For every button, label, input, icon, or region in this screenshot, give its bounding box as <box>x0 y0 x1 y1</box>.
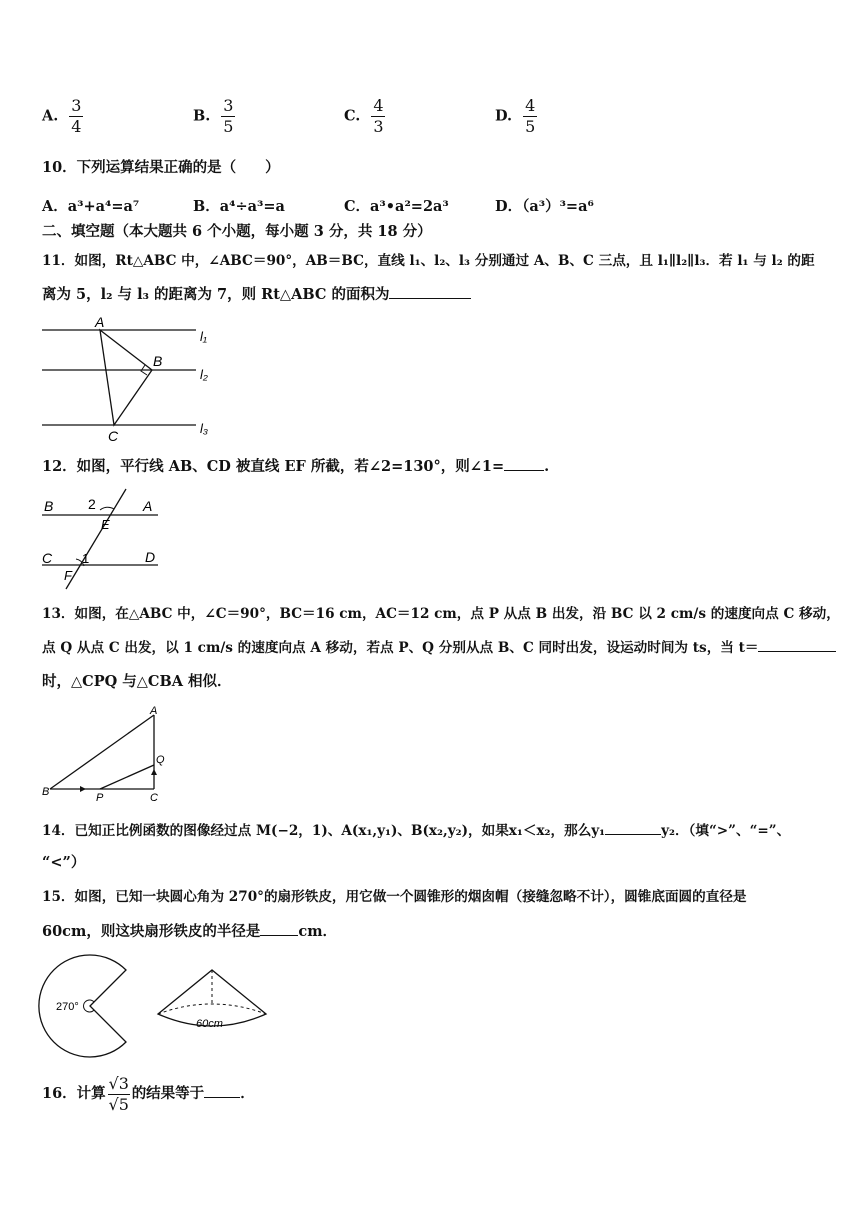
answer-blank <box>204 1083 240 1098</box>
label-b: B <box>153 353 163 369</box>
q13-line1: 13．如图，在△ABC 中，∠C＝90°，BC＝16 cm，AC＝12 cm，点 P 从点 B 出发，沿 BC 以 2 cm/s 的速度向点 C 移动， <box>42 606 840 622</box>
option-label: D. <box>495 107 513 125</box>
arrow-q <box>151 769 157 775</box>
label-l3: l₃ <box>200 421 209 436</box>
q13-line3: 时，△CPQ 与△CBA 相似． <box>42 673 232 690</box>
q10-option-a: A．a³+a⁴=a⁷ <box>42 198 140 215</box>
q16-line <box>42 1072 255 1116</box>
q10-stem: 10．下列运算结果正确的是（ ） <box>42 159 280 176</box>
angle-label: 270° <box>56 1001 79 1013</box>
denominator: 5 <box>223 117 234 136</box>
cone-back-arc <box>158 1004 266 1014</box>
numerator: 3 <box>71 96 82 115</box>
triangle-abc <box>100 330 152 425</box>
q10-option-d: D．（a³）³=a⁶ <box>495 198 594 215</box>
answer-blank <box>605 820 661 835</box>
numerator: 3 <box>223 96 234 115</box>
fraction <box>523 97 537 136</box>
fraction <box>371 97 385 136</box>
q16-pre: 16．计算 <box>42 1085 106 1102</box>
label-c: C <box>108 428 119 444</box>
angle-arc <box>84 1000 94 1012</box>
section-heading: 二、填空题（本大题共 6 个小题，每小题 3 分，共 18 分） <box>42 223 432 240</box>
denominator: 4 <box>71 117 82 136</box>
answer-blank <box>758 637 836 652</box>
q9-option-d <box>495 97 537 136</box>
q14-line1 <box>42 820 790 841</box>
q12-figure <box>38 485 168 590</box>
answer-blank <box>504 456 544 471</box>
answer-blank <box>389 284 471 299</box>
q14-text-b: y₂．（填“>”、“=”、 <box>661 823 791 839</box>
numerator: √3 <box>108 1073 129 1093</box>
q13-figure <box>38 703 178 803</box>
q11-figure <box>38 315 218 445</box>
side-ab <box>50 715 154 789</box>
denominator: 5 <box>525 117 536 136</box>
q15-figure <box>38 952 278 1062</box>
label-l2: l₂ <box>200 367 208 382</box>
q15-text-a: 60cm，则这块扇形铁皮的半径是 <box>42 923 261 940</box>
label-angle-2: 2 <box>88 496 96 512</box>
label-c: C <box>42 550 53 566</box>
denominator: √5 <box>108 1094 129 1114</box>
q12-text: 12．如图，平行线 AB、CD 被直线 EF 所截，若∠2=130°，则∠1= <box>42 458 505 475</box>
q10-option-c: C．a³•a²=2a³ <box>344 198 449 215</box>
numerator: 4 <box>525 96 536 115</box>
label-a: A <box>95 315 105 330</box>
fraction <box>69 97 83 136</box>
label-e: E <box>101 517 110 532</box>
answer-blank <box>260 921 298 936</box>
q10-option-b: B．a⁴÷a³=a <box>193 198 285 215</box>
q11-line1: 11．如图，Rt△ABC 中，∠ABC＝90°，AB＝BC，直线 l₁、l₂、l₃ 分别通过 A、B、C 三点，且 l₁∥l₂∥l₃．若 l₁ 与 l₂ 的距 <box>42 253 815 269</box>
q13-line2 <box>42 637 836 658</box>
label-f: F <box>64 568 72 583</box>
q9-option-c <box>344 97 385 136</box>
diameter-label: 60cm <box>196 1018 223 1030</box>
label-b: B <box>42 786 50 798</box>
fraction <box>221 97 235 136</box>
q15-line2 <box>42 921 337 942</box>
label-p: P <box>96 792 104 803</box>
numerator: 4 <box>373 96 384 115</box>
option-label: A. <box>42 107 59 125</box>
label-a: A <box>143 498 153 514</box>
q9-option-a <box>42 97 83 136</box>
label-angle-1: 1 <box>82 551 90 566</box>
q13-line2-text: 点 Q 从点 C 出发，以 1 cm/s 的速度向点 A 移动，若点 P、Q 分别从点 B、C 同时出发，设运动时间为 ts，当 t＝ <box>42 640 759 656</box>
q15-text-b: cm． <box>298 923 338 940</box>
option-label: B. <box>193 107 211 125</box>
option-label: C. <box>344 107 361 125</box>
q9-option-b <box>193 97 235 136</box>
q16-end: ． <box>240 1085 255 1102</box>
sector-270 <box>39 955 126 1057</box>
fraction <box>108 1075 130 1114</box>
q12-line <box>42 456 549 477</box>
q14-text-a: 14．已知正比例函数的图像经过点 M(−2，1)、A(x₁,y₁)、B(x₂,y₂)，如果x₁＜x₂，那么y₁ <box>42 823 606 839</box>
segment-pq <box>100 765 154 789</box>
q14-line2: “<”） <box>42 854 86 871</box>
label-l1: l₁ <box>200 329 207 344</box>
label-b: B <box>44 498 54 514</box>
q11-line2 <box>42 284 471 305</box>
line-ef <box>66 489 126 589</box>
label-q: Q <box>156 754 165 766</box>
q11-line2-text: 离为 5，l₂ 与 l₃ 的距离为 7，则 Rt△ABC 的面积为 <box>42 286 390 303</box>
q15-line1: 15．如图，已知一块圆心角为 270°的扇形铁皮，用它做一个圆锥形的烟囱帽（接缝忽略不计），圆锥底面圆的直径是 <box>42 889 747 905</box>
arrow-p <box>80 786 86 792</box>
q12-end: . <box>544 458 550 475</box>
label-c: C <box>150 792 158 803</box>
q16-post: 的结果等于 <box>131 1085 205 1102</box>
label-a: A <box>150 705 158 717</box>
label-d: D <box>145 549 156 565</box>
angle-2-arc <box>100 507 114 510</box>
denominator: 3 <box>373 117 384 136</box>
